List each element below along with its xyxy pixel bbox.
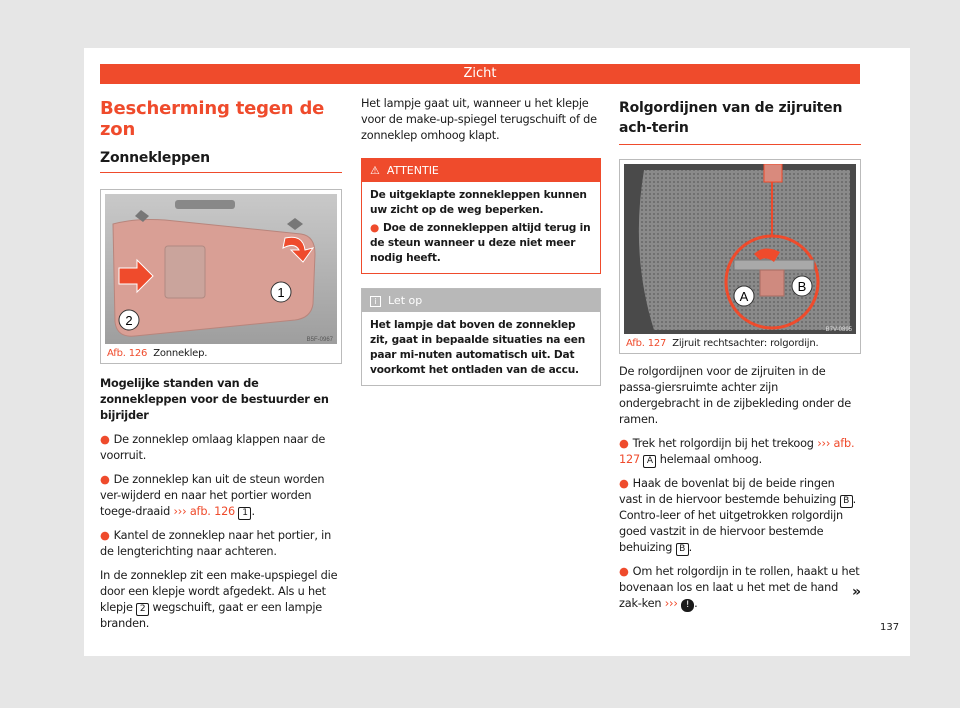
callout-2: 2 (125, 313, 133, 328)
roller-blind-image (624, 164, 856, 334)
warning-icon: ⚠ (370, 164, 380, 177)
column-2 (361, 96, 601, 386)
note-label: Let op (388, 294, 423, 307)
figure-link-text: afb. 127 (619, 437, 855, 466)
bullet-icon: ● (619, 437, 629, 450)
sun-visor-illustration (105, 194, 337, 344)
warning-text: De uitgeklapte zonnekleppen kunnen uw zicht op de weg beperken. (370, 189, 587, 216)
bullet-text: helemaal omhoog. (659, 453, 763, 466)
figure-ref: Afb. 127 (626, 338, 667, 349)
page-number: 137 (880, 622, 900, 633)
callout-b: B (797, 279, 807, 294)
roller-blind-illustration (624, 164, 856, 334)
bullet-text: Om het rolgordijn in te rollen, haakt u het bovenaan los en laat u het met de hand zak-ken (619, 565, 860, 610)
continue-mark: » (852, 584, 862, 600)
note-box (361, 288, 601, 386)
figure-caption-text: Zonneklep. (153, 348, 208, 359)
section-header: Zicht (100, 64, 860, 84)
warning-body (362, 182, 600, 273)
warning-header (362, 159, 600, 182)
callout-badge: B (676, 543, 689, 556)
figure-link-text: afb. 126 (189, 505, 236, 518)
callout-1: 1 (277, 285, 285, 300)
section-subtitle: Zonnekleppen (100, 150, 342, 173)
callout-badge: A (643, 455, 656, 468)
paragraph-text: wegschuift, gaat er een lampje branden. (100, 601, 323, 630)
figure-link[interactable]: ››› afb. 126 (173, 505, 236, 518)
list-item: ● Om het rolgordijn in te rollen, haakt u het bovenaan los en laat u het met de hand zak-ken ››› ! . (619, 565, 860, 610)
callout-badge: 2 (136, 603, 149, 616)
bullet-text: Kantel de zonneklep naar het portier, in de lengterichting naar achteren. (100, 529, 332, 558)
intro-paragraph: Het lampje gaat uit, wanneer u het klepje voor de make-up-spiegel terugschuift of de zonneklep omhoog klapt. (361, 97, 597, 142)
intro-paragraph: De rolgordijnen voor de zijruiten in de passa-giersruimte achter zijn ondergebracht in de zijbekleding onder de ramen. (619, 365, 852, 426)
list-item (100, 528, 342, 560)
callout-badge: 1 (238, 507, 251, 520)
warning-circle-icon: ! (681, 599, 694, 612)
bullet-icon: ● (619, 565, 629, 578)
list-item (100, 432, 342, 464)
figure-sun-visor (100, 189, 342, 364)
bullet-icon: ● (619, 477, 629, 490)
figure-caption (624, 334, 856, 353)
warning-bullet-text: Doe de zonnekleppen altijd terug in de steun wanneer u deze niet meer nodig heeft. (370, 222, 591, 264)
bullet-icon: ● (100, 529, 110, 542)
list-item: ● De zonneklep kan uit de steun worden ver-wijderd en naar het portier worden toege-draaid ››› afb. 126 1 . (100, 473, 325, 518)
column-3 (619, 96, 861, 620)
figure-link[interactable]: ››› afb. 127 (619, 437, 855, 466)
callout-badge: B (840, 495, 853, 508)
page-title: Bescherming tegen de zon (100, 98, 325, 140)
sun-visor-image (105, 194, 337, 344)
mirror-paragraph (100, 568, 342, 632)
bullet-icon: ● (370, 222, 380, 234)
note-header (362, 289, 600, 312)
figure-roller-blind (619, 159, 861, 354)
bullet-text: Haak de bovenlat bij de beide ringen vast in de hiervoor bestemde behuizing (619, 477, 837, 506)
figure-ref: Afb. 126 (107, 348, 148, 359)
figure-code: B7V-0895 (825, 327, 852, 333)
bullet-text: . Contro-leer of het uitgetrokken rolgordijn goed vastzit in de hiervoor bestemde behuizing (619, 493, 857, 554)
note-text: Het lampje dat boven de zonneklep zit, gaat in bepaalde situaties na een paar mi-nuten automatisch uit. Dat voorkomt het ontladen van de accu. (370, 319, 586, 376)
list-item (619, 436, 861, 468)
list-item: ● Haak de bovenlat bij de beide ringen vast in de hiervoor bestemde behuizing B . Contro-leer of het uitgetrokken rolgordijn goed vastzit in de hiervoor bestemde behuizing B . (619, 477, 857, 554)
figure-caption-text: Zijruit rechtsachter: rolgordijn. (672, 338, 819, 349)
warning-label: ATTENTIE (386, 164, 439, 177)
warning-link[interactable]: ››› ! (665, 597, 694, 610)
figure-caption (105, 344, 337, 363)
info-icon: i (370, 296, 381, 307)
bullet-text: De zonneklep omlaag klappen naar de voorruit. (100, 433, 326, 462)
warning-box (361, 158, 601, 274)
warning-bullet (370, 221, 592, 266)
bullet-text: Trek het rolgordijn bij het trekoog (632, 437, 814, 450)
bullet-text: De zonneklep kan uit de steun worden ver-wijderd en naar het portier worden toege-draaid (100, 473, 325, 518)
paragraph-text: In de zonneklep zit een make-upspiegel die door een klepje wordt afgedekt. Als u het klepje (100, 569, 338, 614)
column-1 (100, 96, 342, 640)
section-title-roller-blinds: Rolgordijnen van de zijruiten ach-terin (619, 96, 861, 145)
bullet-icon: ● (100, 433, 110, 446)
bullet-icon: ● (100, 473, 110, 486)
callout-a: A (739, 289, 749, 304)
positions-heading: Mogelijke standen van de zonnekleppen voor de bestuurder en bijrijder (100, 377, 329, 422)
figure-code: B5F-0967 (306, 337, 333, 343)
